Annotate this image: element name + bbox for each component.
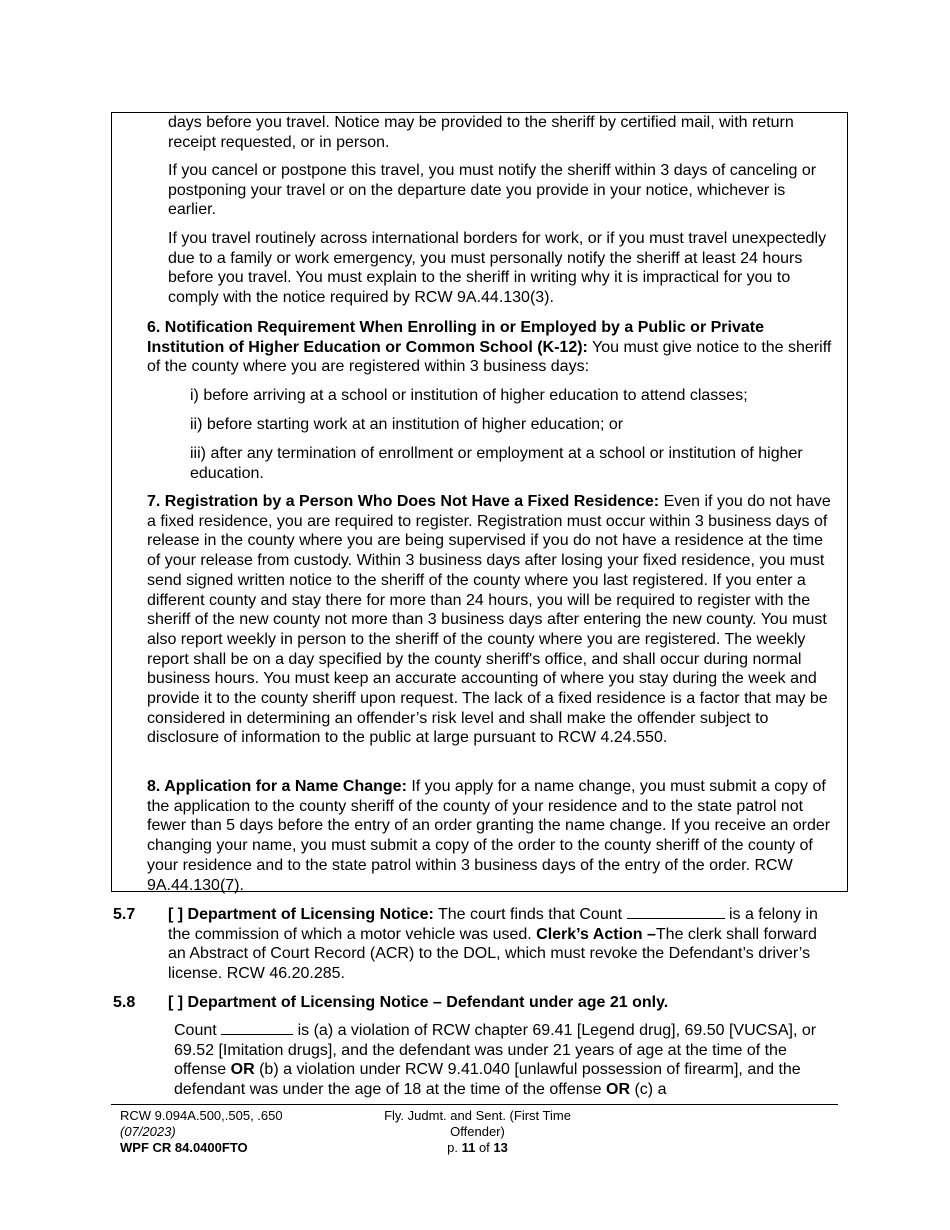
international-travel-paragraph: If you travel routinely across international borders for work, or if you must travel unexpectedly due to a family or work emergency, you must personally notify the sheriff at least 24 hours before you travel. You must explain to the sheriff in writing why it is impractical for you to comply with the notice required by RCW 9A.44.130(3). bbox=[168, 230, 827, 307]
item-7 bbox=[147, 492, 837, 748]
footer-rcw: RCW 9.094A.500,.505, .650 bbox=[120, 1108, 283, 1123]
section-5-7-checkbox[interactable]: [ ] bbox=[168, 906, 184, 923]
section-5-8-text-1: Count bbox=[174, 1022, 222, 1039]
travel-notice-paragraph: days before you travel. Notice may be provided to the sheriff by certified mail, with return receipt requested, or in person. bbox=[168, 114, 794, 151]
item-6-heading: 6. Notification Requirement When Enrolling in or Employed by a Public or Private Institution of Higher Education or Common School (K-12): bbox=[147, 319, 764, 356]
section-5-8-number: 5.8 bbox=[113, 994, 136, 1011]
footer-title-line-2: Offender) bbox=[450, 1124, 505, 1139]
footer-page-number bbox=[340, 1140, 615, 1156]
section-5-8-text-3: (b) a violation under RCW 9.41.040 [unlawful possession of firearm], and the defendant was under the age of 18 at the time of the offense bbox=[174, 1061, 801, 1099]
or-label-1: OR bbox=[230, 1061, 255, 1079]
footer-form-number: WPF CR 84.0400FTO bbox=[120, 1140, 248, 1155]
footer-date: (07/2023) bbox=[120, 1124, 176, 1139]
section-5-8-text-2: is (a) a violation of RCW chapter 69.41 [Legend drug], 69.50 [VUCSA], or 69.52 [Imitation drugs], and the defendant was under 21 years of age at the time of the offense bbox=[174, 1022, 817, 1079]
section-5-7-heading: Department of Licensing Notice: bbox=[183, 906, 434, 923]
page-of: of bbox=[475, 1140, 494, 1155]
footer-title-line-1: Fly. Judmt. and Sent. (First Time bbox=[384, 1108, 571, 1123]
clerks-action-label: Clerk’s Action – bbox=[536, 925, 656, 943]
section-5-7-text-3: The clerk shall forward an Abstract of Court Record (ACR) to the DOL, which must revoke the Defendant’s driver’s license. RCW 46.20.285. bbox=[168, 925, 817, 983]
section-5-8-body bbox=[174, 1021, 839, 1100]
item-7-text: Even if you do not have a fixed residence, you are required to register. Registration must occur within 3 business days of release in the county where you are being supervised if you do not have a residence at the time of your release from custody. Within 3 business days after losing your fixed residence, you must send signed written notice to the sheriff of the county where you last registered. If you enter a different county and stay there for more than 24 hours, you will be required to register with the sheriff of the new county not more than 3 business days after entering the new county. You must also report weekly in person to the sheriff of the county where you are registered. The weekly report shall be on a day specified by the county sheriff's office, and shall occur during normal business hours. You must keep an accurate accounting of where you stay during the week and provide it to the county sheriff upon request. The lack of a fixed residence is a factor that may be considered in determining an offender’s risk level and shall make the offender subject to disclosure of information to the public at large pursuant to RCW 4.24.550. bbox=[147, 493, 831, 747]
section-5-8-heading-line bbox=[168, 993, 836, 1013]
item-7-heading: 7. Registration by a Person Who Does Not Have a Fixed Residence: bbox=[147, 493, 660, 510]
page-current: 11 bbox=[461, 1140, 476, 1155]
section-5-7-text-2: is a felony in the commission of which a motor vehicle was used. bbox=[168, 906, 818, 943]
footer-divider bbox=[111, 1104, 838, 1105]
count-blank-field[interactable] bbox=[627, 918, 725, 919]
section-5-7-text-1: The court finds that Count bbox=[433, 906, 627, 923]
page-prefix: p. bbox=[447, 1140, 462, 1155]
section-5-8-checkbox[interactable]: [ ] bbox=[168, 994, 184, 1011]
page-total: 13 bbox=[493, 1140, 508, 1155]
section-5-7-number: 5.7 bbox=[113, 906, 136, 923]
item-8 bbox=[147, 777, 842, 895]
item-6-sub-i: i) before arriving at a school or institution of higher education to attend classes; bbox=[190, 387, 748, 404]
count-blank-field-2[interactable] bbox=[221, 1034, 293, 1035]
item-6-text: You must give notice to the sheriff of the county where you are registered within 3 business days: bbox=[147, 338, 832, 376]
or-label-2: OR bbox=[606, 1081, 631, 1099]
section-5-8-heading: Department of Licensing Notice – Defendant under age 21 only. bbox=[183, 994, 669, 1011]
item-8-heading: 8. Application for a Name Change: bbox=[147, 778, 407, 795]
item-8-text: If you apply for a name change, you must submit a copy of the application to the county sheriff of the county of your residence and to the state patrol not fewer than 5 days before the entry of an order granting the name change. If you receive an order changing your name, you must submit a copy of the order to the county sheriff of the county of your residence and to the state patrol within 3 business days of the entry of the order. RCW 9A.44.130(7). bbox=[147, 778, 831, 894]
section-5-7 bbox=[168, 905, 836, 984]
item-6-sub-ii: ii) before starting work at an institution of higher education; or bbox=[190, 416, 624, 433]
section-5-8-text-4: (c) a bbox=[630, 1081, 667, 1099]
travel-cancel-paragraph: If you cancel or postpone this travel, you must notify the sheriff within 3 days of canceling or postponing your travel or on the departure date you provide in your notice, whichever is earlier. bbox=[168, 162, 817, 219]
item-6-sub-iii: iii) after any termination of enrollment or employment at a school or institution of higher education. bbox=[190, 445, 803, 482]
item-6 bbox=[147, 318, 833, 377]
